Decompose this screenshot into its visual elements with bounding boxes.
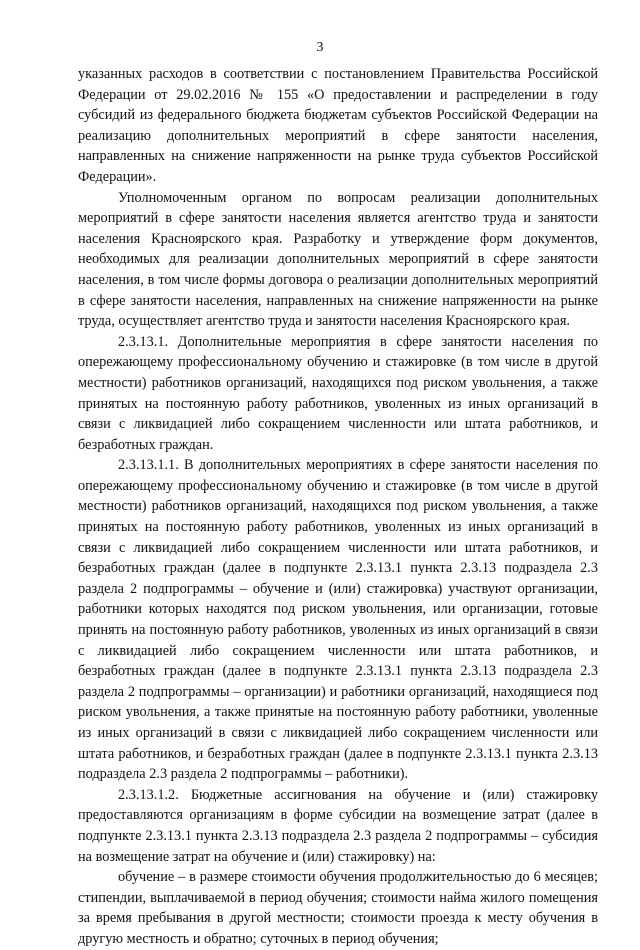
page-number: 3 (316, 40, 324, 55)
paragraph-2-3-13-1-1: 2.3.13.1.1. В дополнительных мероприятиях в сфере занятости населения по опережающему профессиональному обучению и стажировке (в том числе в другой местности) работников организаций, находящихся под риском увольнения, а также принятых на постоянную работу работников, уволенных из иных организаций в связи с ликвидацией либо сокращением численности или штата работников, и безработных граждан (далее в подпункте 2.3.13.1 пункта 2.3.13 подраздела 2.3 раздела 2 подпрограммы – обучение и (или) стажировка) участвуют организации, работники которых находятся под риском увольнения, или организации, готовые принять на постоянную работу работников, уволенных из иных организаций в связи с ликвидацией либо сокращением численности или штата работников, и безработных граждан (далее в подпункте 2.3.13.1 пункта 2.3.13 подраздела 2.3 раздела 2 подпрограммы – организации) и работники организаций, находящиеся под риском увольнения, а также принятые на постоянную работу работники, уволенные из иных организаций в связи с ликвидацией либо сокращением численности или штата работников, и безработных граждан (далее в подпункте 2.3.13.1 пункта 2.3.13 подраздела 2.3 раздела 2 подпрограммы – работники). (78, 457, 598, 783)
paragraph-2-3-13-1-2: 2.3.13.1.2. Бюджетные ассигнования на обучение и (или) стажировку предоставляются организациям в форме субсидии на возмещение затрат (далее в подпункте 2.3.13.1 пункта 2.3.13 подраздела 2.3 раздела 2 подпрограммы – субсидия на возмещение затрат на обучение и (или) стажировку) на: (78, 786, 598, 865)
document-body (78, 64, 598, 950)
paragraph-authorized-body: Уполномоченным органом по вопросам реализации дополнительных мероприятий в сфере занятости населения является агентство труда и занятости населения Красноярского края. Разработку и утверждение форм документов, необходимых для реализации дополнительных мероприятий в сфере занятости населения, в том числе формы договора о реализации дополнительных мероприятий в сфере занятости населения, направленных на снижение напряженности на рынке труда, осуществляет агентство труда и занятости населения Красноярского края. (78, 189, 598, 330)
paragraph-training-costs: обучение – в размере стоимости обучения продолжительностью до 6 месяцев; стипендии, выплачиваемой в период обучения; стоимости найма жилого помещения за время пребывания в другой местности; стоимости проезда к месту обучения в другую местность и обратно; суточных в период обучения; (78, 869, 598, 947)
paragraph-2-3-13-1: 2.3.13.1. Дополнительные мероприятия в сфере занятости населения по опережающему профессиональному обучению и стажировке (в том числе в другой местности) работников организаций, находящихся под риском увольнения, а также принятых на постоянную работу работников, уволенных из иных организаций в связи с ликвидацией либо сокращением численности или штата работников, и безработных граждан. (78, 333, 598, 453)
paragraph-continuation: указанных расходов в соответствии с постановлением Правительства Российской Федерации от 29.02.2016 № 155 «О предоставлении и распределении в году субсидий из федерального бюджета бюджетам субъектов Российской Федерации на реализацию дополнительных мероприятий в сфере занятости населения, направленных на снижение напряженности на рынке труда субъектов Российской Федерации». (78, 66, 598, 185)
